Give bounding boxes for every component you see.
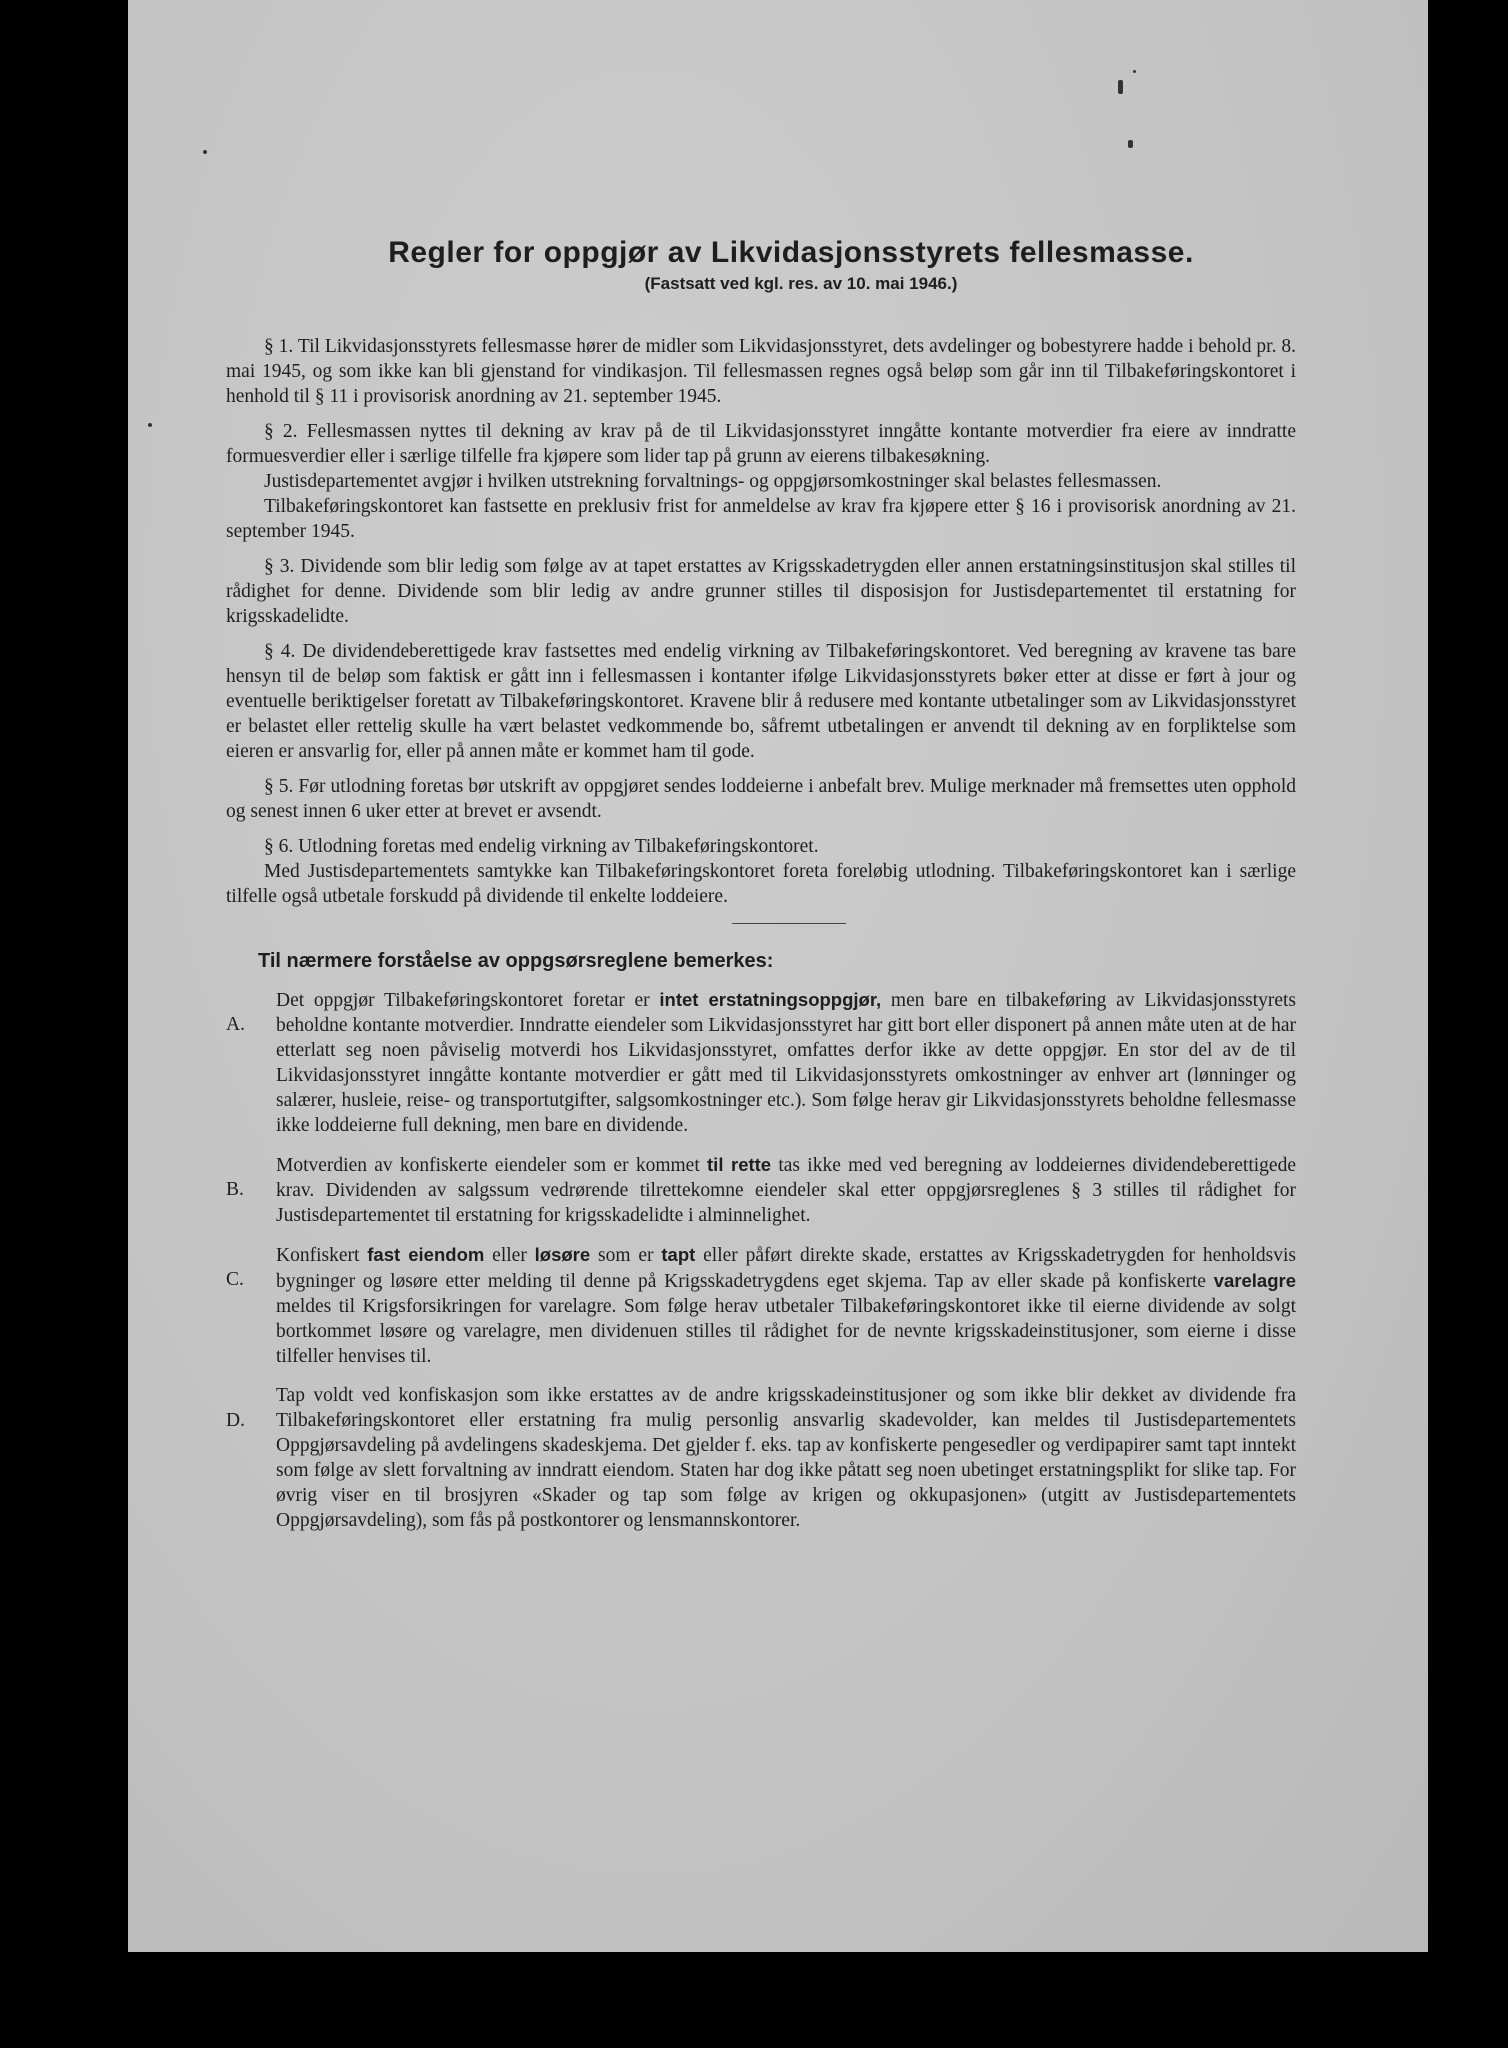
note-text (276, 1242, 1296, 1369)
paragraph-text: Med Justisdepartementets samtykke kan Tilbakeføringskontoret foreta foreløbig utlodning. Tilbakeføringskontoret kan i særlige tilfelle også utbetale forskudd på dividende til enkelte loddeiere. (226, 861, 1296, 907)
document-body (226, 236, 1296, 1547)
note-text-segment: som er (590, 1245, 662, 1266)
emphasis-text: tapt (661, 1244, 696, 1265)
paragraph-text: § 5. Før utlodning foretas bør utskrift av oppgjøret sendes loddeierne i anbefalt brev. Mulige merknader må fremsettes uten opphold og senest innen 6 uker etter at brevet er avsendt. (226, 776, 1296, 822)
emphasis-text: fast eiendom (367, 1244, 485, 1265)
paragraph-text: § 1. Til Likvidasjonsstyrets fellesmasse hører de midler som Likvidasjonsstyret, dets avdelinger og bobestyrere hadde i behold pr. 8. mai 1945, og som ikke kan bli gjenstand for vindikasjon. Til fellesmassen regnes også beløp som går inn til Tilbakeføringskontoret i henhold til § 11 i provisorisk anordning av 21. september 1945. (226, 336, 1296, 407)
speck-mark (1133, 70, 1136, 73)
note-text-segment: eller (484, 1245, 535, 1266)
paragraph-text: § 2. Fellesmassen nyttes til dekning av krav på de til Likvidasjonsstyret inngåtte kontante motverdier fra eiere av inndratte formuesverdier eller i særlige tilfelle fra kjøpere som lider tap på grunn av eierens tilbakesøkning. (226, 421, 1296, 467)
note-text-segment: men bare en tilbakeføring av Likvidasjonsstyrets beholdne kontante motverdier. Inndratte eiendeler som Likvidasjonsstyret har gitt bort eller disponert på annen måte uten at de har etterlatt seg noen påviselig motverdi hos Likvidasjonsstyret, omfattes derfor ikke av dette oppgjør. En stor del av de til Likvidasjonsstyret inngåtte kontante motverdier er gått med til Likvidasjonsstyrets omkostninger av enhver art (lønninger og salærer, husleie, reise- og transportutgifter, salgsomkostninger etc.). Som følge herav gir Likvidasjonsstyrets beholdne fellesmasse ikke loddeierne full dekning, men bare en dividende. (276, 990, 1296, 1136)
speck-mark (1128, 140, 1133, 148)
note-text-segment: eller påført direkte skade, erstattes av Krigsskadetrygden for henholdsvis bygninger og løsøre etter melding til denne på Krigsskadetrygdens eget skjema. Tap av eller skade på konfiskerte (276, 1245, 1296, 1292)
note-text-segment: Tap voldt ved konfiskasjon som ikke erstattes av de andre krigsskadeinstitusjoner og som ikke blir dekket av dividende fra Tilbakeføringskontoret eller erstatning fra mulig personlig ansvarlig skadevolder, kan meldes til Justisdepartementets Oppgjørsavdeling på avdelingens skadeskjema. Det gjelder f. eks. tap av konfiskerte pengesedler og verdipapirer samt tapt inntekt som følge av slett forvaltning av inndratt eiendom. Staten har dog ikke påtatt seg noen ubetinget erstatningsplikt for slike tap. For øvrig viser en til brosjyren «Skader og tap som følge av krigen og okkupasjonen» (utgitt av Justisdepartementets Oppgjørsavdeling), som fås på postkontorer og lensmannskontorer. (276, 1385, 1296, 1531)
note-letter: B. (226, 1179, 244, 1200)
section-divider (732, 923, 846, 924)
note-text-segment: Det oppgjør Tilbakeføringskontoret foretar er (276, 990, 660, 1011)
note-item (226, 1152, 1296, 1228)
note-text-segment: meldes til Krigsforsikringen for varelagre. Som følge herav utbetaler Tilbakeføringskontoret ikke til eierne dividende av solgt bortkommet løsøre og varelagre, men dividenuen stilles til rådighet for de nevnte krigsskadeinstitusjoner, som eierne i disse tilfeller henvises til. (276, 1296, 1296, 1367)
paragraph-text: § 6. Utlodning foretas med endelig virkning av Tilbakeføringskontoret. (264, 836, 819, 857)
note-item (226, 987, 1296, 1138)
paragraph-4 (226, 639, 1296, 764)
paragraph-text: Justisdepartementet avgjør i hvilken utstrekning forvaltnings- og oppgjørsomkostninger skal belastes fellesmassen. (264, 471, 1162, 492)
paragraph-text: § 4. De dividendeberettigede krav fastsettes med endelig virkning av Tilbakeføringskontoret. Ved beregning av kravene tas bare hensyn til de beløp som faktisk er gått inn i fellesmassen i kontanter ifølge Likvidasjonsstyrets bøker etter at disse er ført à jour og eventuelle beriktigelser foretatt av Tilbakeføringskontoret. Kravene blir å redusere med kontante utbetalinger som av Likvidasjonsstyret er belastet eller rettelig skulle ha vært belastet vedkommende bo, såfremt utbetalingen er anvendt til dekning av en forpliktelse som eieren er ansvarlig for, eller på annen måte er kommet ham til gode. (226, 641, 1296, 762)
note-text (276, 1152, 1296, 1228)
paragraph-text: § 3. Dividende som blir ledig som følge av at tapet erstattes av Krigsskadetrygden eller annen erstatningsinstitusjon skal stilles til rådighet for denne. Dividende som blir ledig av andre grunner stilles til disposisjon for Justisdepartementet til erstatning for krigsskadelidte. (226, 556, 1296, 627)
emphasis-text: løsøre (534, 1244, 591, 1265)
document-page (128, 0, 1428, 1952)
note-text-segment: tas ikke med ved beregning av loddeiernes dividendeberettigede krav. Dividenden av salgssum vedrørende tilrettekomne eiendeler skal etter oppgjørsreglenes § 3 stilles til rådighet for Justisdepartementet til erstatning for krigsskadelidte i alminnelighet. (276, 1155, 1296, 1226)
paragraph-2 (226, 419, 1296, 544)
rules-section (226, 334, 1296, 909)
note-text (276, 1383, 1296, 1533)
note-item (226, 1383, 1296, 1533)
note-text-segment: Konfiskert (276, 1245, 368, 1266)
paragraph-text: Tilbakeføringskontoret kan fastsette en preklusiv frist for anmeldelse av krav fra kjøpere etter § 16 i provisorisk anordning av 21. september 1945. (226, 496, 1296, 542)
emphasis-text: intet erstatningsoppgjør, (659, 989, 882, 1010)
speck-mark (1118, 80, 1123, 94)
notes-heading: Til nærmere forståelse av oppgsørsreglene bemerkes: (258, 950, 774, 972)
note-item (226, 1242, 1296, 1369)
note-text (276, 987, 1296, 1138)
notes-list (226, 987, 1296, 1533)
speck-mark (203, 150, 207, 154)
note-text-segment: Motverdien av konfiskerte eiendeler som er kommet (276, 1155, 708, 1176)
emphasis-text: til rette (707, 1154, 772, 1175)
emphasis-text: varelagre (1213, 1270, 1296, 1291)
paragraph-1 (226, 334, 1296, 409)
document-subtitle: (Fastsatt ved kgl. res. av 10. mai 1946.) (644, 274, 958, 293)
paragraph-6 (226, 834, 1296, 909)
note-letter: D. (226, 1410, 245, 1431)
document-title: Regler for oppgjør av Likvidasjonsstyrets fellesmasse. (388, 236, 1194, 269)
paragraph-3 (226, 554, 1296, 629)
note-letter: A. (226, 1014, 245, 1035)
speck-mark (148, 423, 152, 427)
paragraph-5 (226, 774, 1296, 824)
note-letter: C. (226, 1269, 244, 1290)
